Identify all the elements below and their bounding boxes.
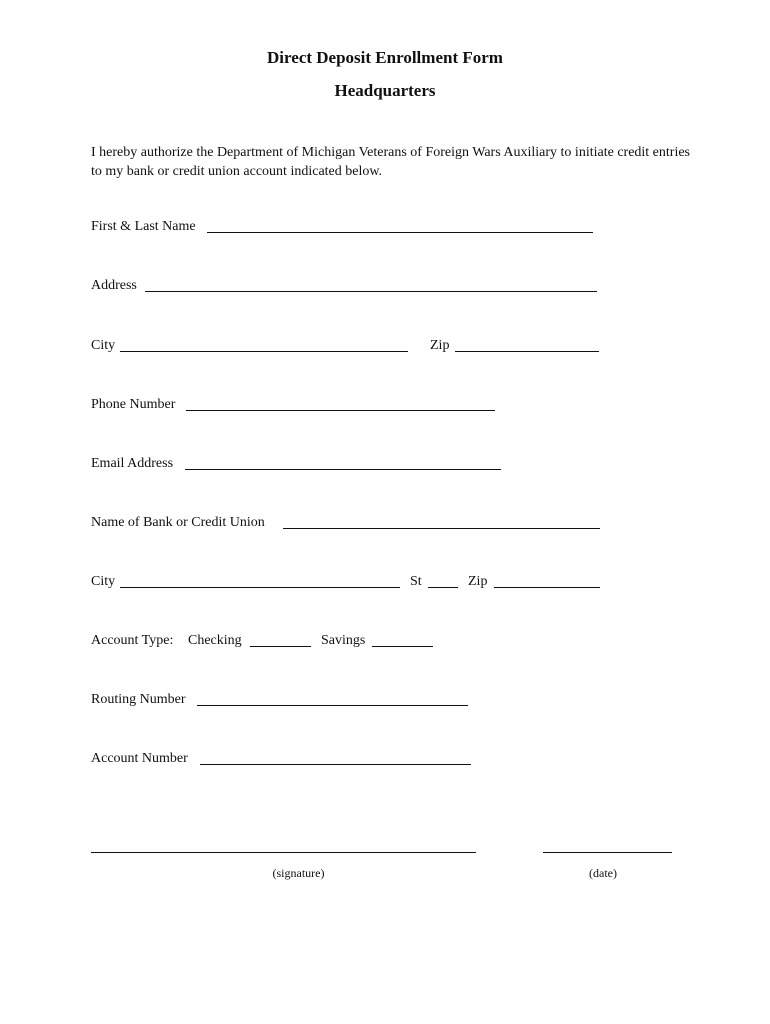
phone-label: Phone Number [91, 397, 176, 412]
checking-field-line[interactable] [250, 646, 311, 647]
form-subtitle: Headquarters [334, 81, 436, 100]
bank-state-label: St [410, 574, 422, 589]
date-field-line[interactable] [543, 852, 672, 853]
routing-label: Routing Number [91, 692, 186, 707]
form-title: Direct Deposit Enrollment Form [267, 48, 503, 67]
bank-zip-label: Zip [468, 574, 488, 589]
signature-field-line[interactable] [91, 852, 476, 853]
routing-field-line[interactable] [197, 705, 468, 706]
savings-field-line[interactable] [372, 646, 433, 647]
account-type-label: Account Type: [91, 633, 174, 648]
bank-name-field-line[interactable] [283, 528, 600, 529]
email-label: Email Address [91, 456, 174, 471]
date-caption: (date) [589, 866, 617, 880]
authorization-text: I hereby authorize the Department of Michigan Veterans of Foreign Wars Auxiliary to initiate credit entries to my bank or credit union account indicated below. [91, 145, 690, 179]
phone-field-line[interactable] [186, 410, 495, 411]
signature-caption: (signature) [272, 866, 325, 880]
address-field-line[interactable] [145, 291, 597, 292]
bank-state-field-line[interactable] [428, 587, 458, 588]
account-number-label: Account Number [91, 751, 188, 766]
city-field-line[interactable] [120, 351, 408, 352]
email-field-line[interactable] [185, 469, 501, 470]
bank-city-field-line[interactable] [120, 587, 400, 588]
address-label: Address [91, 278, 137, 293]
zip-field-line[interactable] [455, 351, 599, 352]
savings-label: Savings [321, 633, 366, 648]
checking-label: Checking [188, 633, 242, 648]
zip-label: Zip [430, 338, 450, 353]
name-field-line[interactable] [207, 232, 593, 233]
name-label: First & Last Name [91, 219, 196, 234]
bank-name-label: Name of Bank or Credit Union [91, 515, 265, 530]
bank-city-label: City [91, 574, 116, 589]
bank-zip-field-line[interactable] [494, 587, 600, 588]
account-number-field-line[interactable] [200, 764, 471, 765]
city-label: City [91, 338, 116, 353]
